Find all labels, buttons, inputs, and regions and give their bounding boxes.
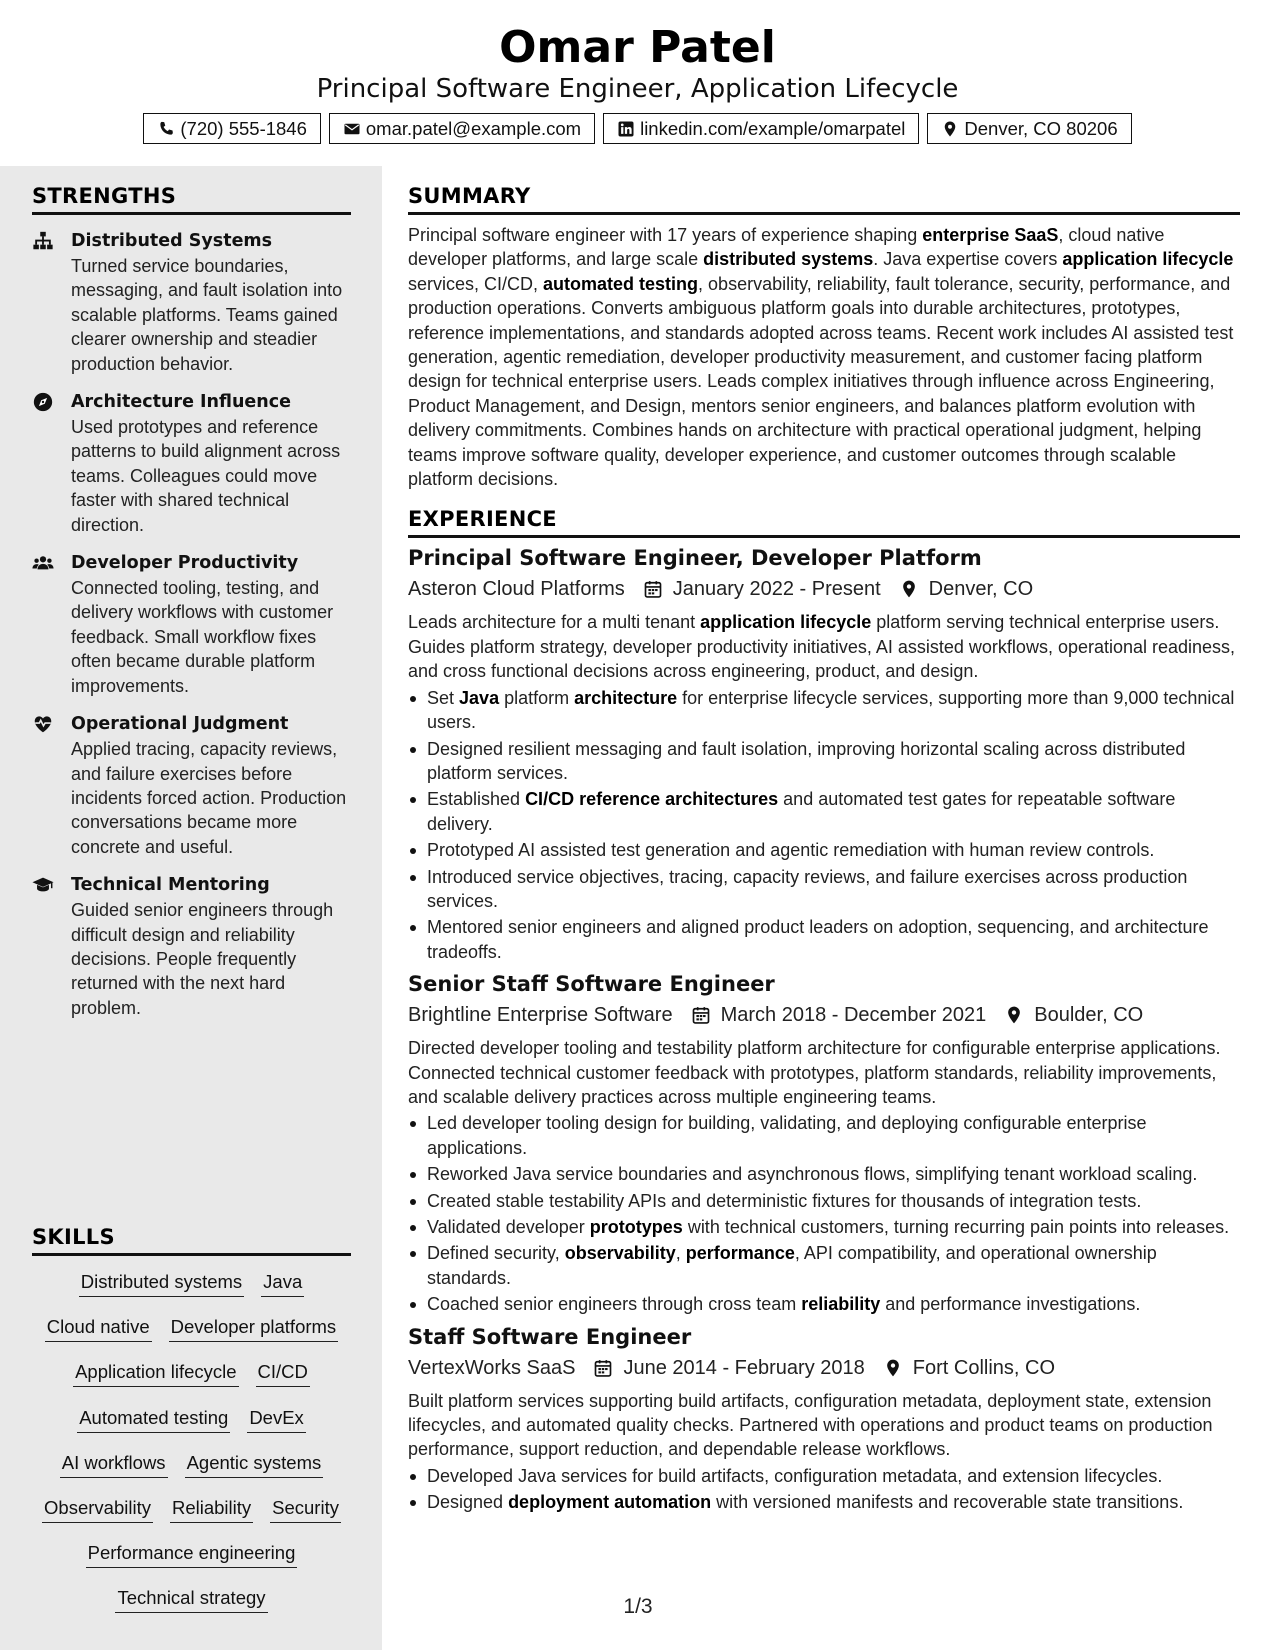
text-run: Validated developer xyxy=(427,1217,590,1237)
strength-item xyxy=(32,389,354,537)
skill-tag: Automated testing xyxy=(77,1405,230,1433)
phone-icon xyxy=(157,120,175,138)
skill-row xyxy=(32,1540,351,1585)
contact-email-text: omar.patel@example.com xyxy=(365,117,582,139)
contact-phone-text: (720) 555-1846 xyxy=(180,117,307,139)
list-item xyxy=(408,737,1240,786)
job-description xyxy=(408,1036,1240,1109)
text-run: , xyxy=(675,1243,686,1264)
text-run: Directed developer tooling and testability platform architecture for configurable enterprise applications. Connected technical customer feedback with prototypes, platform standards, reliability improvements, and scalable delivery practices across multiple engineering teams. xyxy=(408,1038,1221,1107)
job-company: VertexWorks SaaS xyxy=(408,1356,576,1379)
map-pin-icon xyxy=(941,120,959,138)
list-item xyxy=(408,1215,1240,1239)
skill-tag: Observability xyxy=(42,1495,153,1523)
strength-description: Guided senior engineers through difficult design and reliability decisions. People frequently returned with the next hard problem. xyxy=(71,900,334,1018)
envelope-icon xyxy=(343,120,361,138)
strength-title: Technical Mentoring xyxy=(71,875,270,896)
strength-item xyxy=(32,228,354,376)
list-item xyxy=(408,1162,1240,1186)
text-run: Built platform services supporting build artifacts, configuration metadata, deployment state, extension lifecycles, and automated quality checks. Partnered with operations and product teams on production performance, support reduction, and dependable release workflows. xyxy=(408,1390,1213,1460)
text-run: Mentored senior engineers and aligned product leaders on adoption, sequencing, and architecture tradeoffs. xyxy=(427,917,1209,962)
text-run: Reworked Java service boundaries and asynchronous flows, simplifying tenant workload scaling. xyxy=(427,1164,1198,1185)
list-item xyxy=(408,686,1240,735)
text-run: Set xyxy=(427,687,460,708)
job-description xyxy=(408,610,1240,683)
contact-phone[interactable] xyxy=(143,113,321,144)
text-run: and automated test gates for repeatable software delivery. xyxy=(427,789,1176,834)
strengths-list xyxy=(32,228,354,1033)
job-location: Boulder, CO xyxy=(1034,1004,1144,1027)
bold-keyword: automated testing xyxy=(543,273,699,294)
strength-title: Distributed Systems xyxy=(71,231,273,251)
skill-tag: Cloud native xyxy=(45,1314,152,1342)
page-number: 1/3 xyxy=(623,1595,653,1618)
strength-description: Turned service boundaries, messaging, and fault isolation into scalable platforms. Teams gained clearer ownership and steadier production behavior. xyxy=(71,256,343,374)
contact-email[interactable] xyxy=(329,113,595,144)
skill-tag: Application lifecycle xyxy=(73,1359,238,1387)
calendar-icon xyxy=(691,1005,711,1025)
job-title: Staff Software Engineer xyxy=(408,1324,692,1349)
job-meta xyxy=(408,574,1240,604)
skill-tag: Developer platforms xyxy=(169,1314,339,1342)
text-run: Created stable testability APIs and deterministic fixtures for thousands of integration tests. xyxy=(427,1190,1142,1211)
contact-location-text: Denver, CO 80206 xyxy=(964,117,1118,139)
job-meta xyxy=(408,1353,1240,1383)
job-title: Principal Software Engineer, Developer Platform xyxy=(408,546,982,571)
sidebar xyxy=(0,166,382,1650)
text-run: Introduced service objectives, tracing, capacity reviews, and failure exercises across production services. xyxy=(427,866,1188,911)
bold-keyword: CI/CD reference architectures xyxy=(525,789,779,810)
skill-tag: DevEx xyxy=(247,1405,306,1433)
main-content xyxy=(408,166,1240,1517)
bold-keyword: distributed systems xyxy=(703,249,874,270)
skill-tag: CI/CD xyxy=(256,1359,310,1387)
list-item xyxy=(408,915,1240,964)
text-run: . Java expertise covers xyxy=(873,249,1063,270)
list-item xyxy=(408,787,1240,836)
job-company: Brightline Enterprise Software xyxy=(408,1004,673,1027)
text-run: platform serving technical enterprise users. Guides platform strategy, developer productivity initiatives, AI assisted workflows, operational readiness, and cross functional decisions across engineering, product, and design. xyxy=(408,612,1236,682)
job-description xyxy=(408,1389,1240,1462)
bold-keyword: reliability xyxy=(801,1294,881,1315)
linkedin-icon xyxy=(617,120,635,138)
text-run: Leads architecture for a multi tenant xyxy=(408,612,701,633)
calendar-icon xyxy=(643,579,663,599)
job-company: Asteron Cloud Platforms xyxy=(408,578,625,601)
map-pin-icon xyxy=(899,579,919,599)
list-item xyxy=(408,1464,1240,1488)
strength-item xyxy=(32,711,354,859)
skill-row xyxy=(32,1495,351,1540)
skill-tag: Distributed systems xyxy=(79,1269,244,1297)
heartbeat-icon xyxy=(32,713,54,735)
job-dates: January 2022 - Present xyxy=(672,578,881,601)
list-item xyxy=(408,865,1240,914)
text-run: Prototyped AI assisted test generation and agentic remediation with human review controls. xyxy=(427,840,1155,861)
candidate-title: Principal Software Engineer, Application Lifecycle xyxy=(316,74,959,104)
text-run: for enterprise lifecycle services, supporting more than 9,000 technical users. xyxy=(427,687,1235,733)
list-item xyxy=(408,1490,1240,1514)
bold-keyword: performance xyxy=(685,1243,795,1264)
job-location: Denver, CO xyxy=(928,578,1034,601)
users-icon xyxy=(32,552,54,574)
text-run: Developed Java services for build artifacts, configuration metadata, and extension lifecycles. xyxy=(427,1465,1163,1486)
text-run: , API compatibility, and operational ownership standards. xyxy=(427,1243,1157,1288)
strength-item xyxy=(32,550,354,698)
contact-location[interactable] xyxy=(927,113,1131,144)
text-run: Designed xyxy=(427,1492,509,1513)
skill-tag: Security xyxy=(270,1495,341,1523)
strength-title: Architecture Influence xyxy=(71,392,291,413)
text-run: with versioned manifests and recoverable state transitions. xyxy=(711,1492,1184,1513)
strength-item xyxy=(32,872,354,1020)
skill-tag: AI workflows xyxy=(60,1450,168,1478)
map-pin-icon xyxy=(883,1358,903,1378)
text-run: , observability, reliability, fault tolerance, security, performance, and production operations. Converts ambiguous platform goals into durable architectures, prototypes, reference implementations, and standards adopted across teams. Recent work includes AI assisted test generation, agentic remediation, developer productivity measurement, and customer facing platform design for technical enterprise users. Leads complex initiatives through influence across Engineering, Product Management, and Design, mentors senior engineers, and balances platform evolution with delivery commitments. Combines hands on architecture with practical operational judgment, helping teams improve software quality, developer experience, and customer outcomes through scalable platform decisions. xyxy=(408,273,1234,490)
calendar-icon xyxy=(593,1358,613,1378)
text-run: Designed resilient messaging and fault isolation, improving horizontal scaling across distributed platform services. xyxy=(427,738,1186,783)
strength-description: Connected tooling, testing, and delivery workflows with customer feedback. Small workflow fixes often became durable platform improvements. xyxy=(71,578,334,696)
text-run: Principal software engineer with 17 years of experience shaping xyxy=(408,225,923,245)
list-item xyxy=(408,1241,1240,1290)
text-run: services, CI/CD, xyxy=(408,273,544,294)
resume-header xyxy=(0,0,1275,166)
compass-icon xyxy=(32,391,54,413)
strength-title: Developer Productivity xyxy=(71,553,299,574)
job-dates: March 2018 - December 2021 xyxy=(720,1004,987,1027)
job-location: Fort Collins, CO xyxy=(912,1356,1056,1379)
skill-tag: Performance engineering xyxy=(86,1540,298,1568)
bold-keyword: application lifecycle xyxy=(1062,249,1234,270)
skills-heading: SKILLS xyxy=(32,1225,351,1256)
experience-list xyxy=(408,544,1240,1514)
job-meta xyxy=(408,1000,1240,1030)
job-entry xyxy=(408,970,1240,1316)
skill-row xyxy=(32,1405,351,1450)
strength-title: Operational Judgment xyxy=(71,714,289,735)
text-run: Led developer tooling design for building, validating, and deploying configurable enterprise applications. xyxy=(427,1113,1147,1158)
job-bullets xyxy=(408,1464,1240,1515)
list-item xyxy=(408,838,1240,862)
job-entry xyxy=(408,544,1240,964)
text-run: and performance investigations. xyxy=(880,1294,1141,1315)
list-item xyxy=(408,1292,1240,1316)
contact-linkedin[interactable] xyxy=(603,113,919,144)
job-bullets xyxy=(408,686,1240,964)
summary-heading: SUMMARY xyxy=(408,184,1240,215)
bold-keyword: application lifecycle xyxy=(700,612,872,633)
text-run: Defined security, xyxy=(427,1243,565,1264)
candidate-name: Omar Patel xyxy=(499,22,776,73)
summary-text xyxy=(408,223,1240,491)
text-run: Established xyxy=(427,789,526,810)
strengths-heading: STRENGTHS xyxy=(32,184,351,215)
skill-row xyxy=(32,1585,351,1630)
skill-row xyxy=(32,1269,351,1314)
bold-keyword: observability xyxy=(564,1243,676,1264)
bold-keyword: enterprise SaaS xyxy=(922,225,1059,245)
strength-description: Applied tracing, capacity reviews, and failure exercises before incidents forced action. Production conversations became more concrete and useful. xyxy=(71,739,347,857)
job-entry xyxy=(408,1323,1240,1515)
skill-row xyxy=(32,1450,351,1495)
list-item xyxy=(408,1111,1240,1160)
contact-bar xyxy=(0,113,1275,144)
text-run: platform xyxy=(499,687,575,708)
bold-keyword: Java xyxy=(459,687,500,708)
skill-row xyxy=(32,1314,351,1359)
skill-tag: Reliability xyxy=(170,1495,253,1523)
skill-row xyxy=(32,1359,351,1404)
bold-keyword: prototypes xyxy=(589,1217,683,1237)
bold-keyword: deployment automation xyxy=(508,1492,712,1513)
map-pin-icon xyxy=(1004,1005,1024,1025)
job-title: Senior Staff Software Engineer xyxy=(408,972,775,997)
bold-keyword: architecture xyxy=(574,687,678,708)
skills-list xyxy=(32,1269,351,1631)
contact-linkedin-text: linkedin.com/example/omarpatel xyxy=(640,117,906,139)
skill-tag: Agentic systems xyxy=(185,1450,324,1478)
experience-heading: EXPERIENCE xyxy=(408,507,1240,538)
job-dates: June 2014 - February 2018 xyxy=(623,1356,865,1379)
text-run: , cloud native developer platforms, and large scale xyxy=(408,225,1165,270)
job-bullets xyxy=(408,1111,1240,1316)
graduation-cap-icon xyxy=(32,874,54,896)
sitemap-icon xyxy=(32,230,54,252)
list-item xyxy=(408,1189,1240,1213)
skill-tag: Java xyxy=(261,1269,304,1297)
text-run: Coached senior engineers through cross team xyxy=(427,1294,802,1315)
strength-description: Used prototypes and reference patterns to build alignment across teams. Colleagues could move faster with shared technical direction. xyxy=(71,417,341,535)
skill-tag: Technical strategy xyxy=(115,1585,267,1613)
text-run: with technical customers, turning recurring pain points into releases. xyxy=(682,1217,1230,1237)
